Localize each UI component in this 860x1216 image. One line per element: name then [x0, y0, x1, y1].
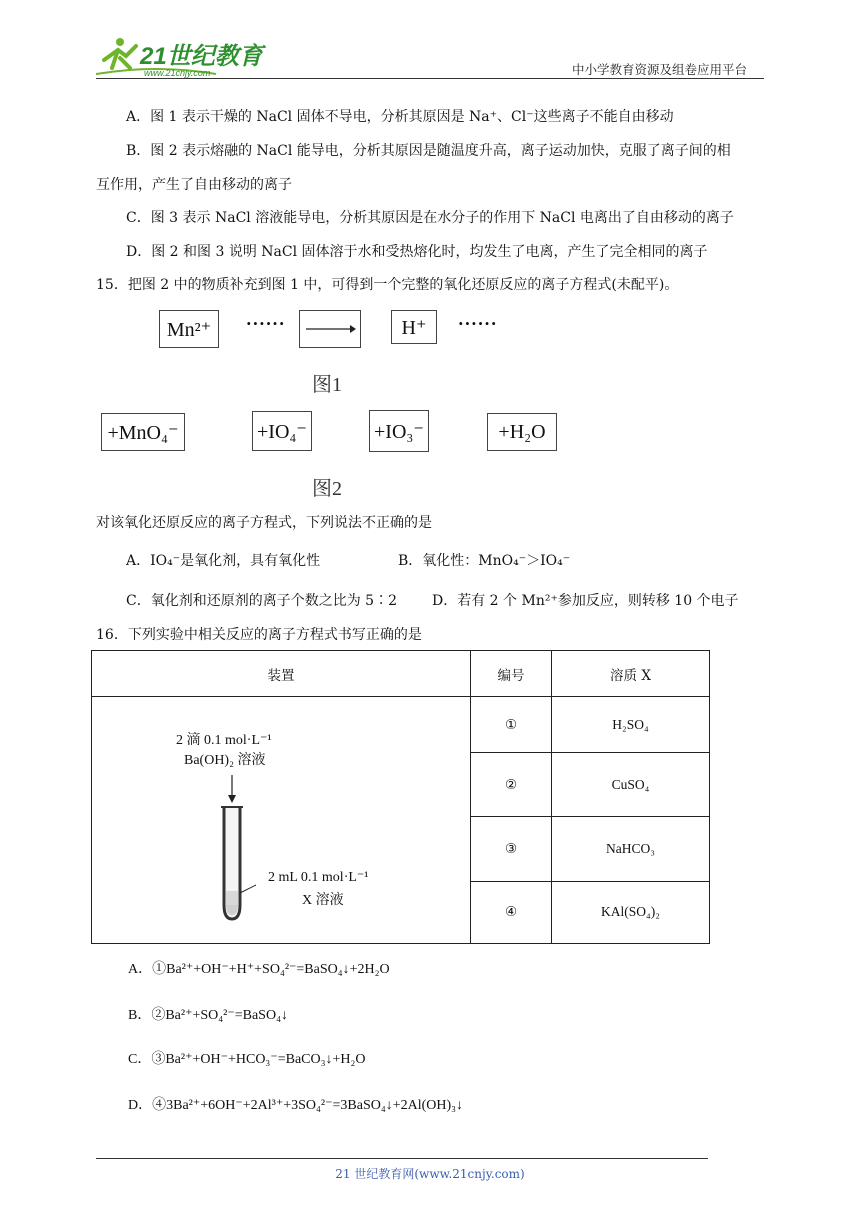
q14-option-b-line2: 互作用，产生了自由移动的离子 — [96, 177, 292, 193]
drop-label-line1: 2 滴 0.1 mol·L⁻¹ — [176, 733, 272, 748]
tube-label-line2: X 溶液 — [302, 893, 344, 908]
q14-option-a: A．图 1 表示干燥的 NaCl 固体不导电，分析其原因是 Na⁺、Cl⁻这些离子不能自由移动 — [126, 109, 674, 125]
fig1-box-h: H⁺ — [391, 310, 437, 344]
q14-option-c: C．图 3 表示 NaCl 溶液能导电，分析其原因是在水分子的作用下 NaCl 电离出了自由移动的离子 — [126, 210, 734, 226]
header-divider — [96, 78, 764, 79]
q16-table — [91, 650, 710, 944]
fig1-dots-2: ······ — [458, 314, 498, 333]
fig1-box-mn: Mn²⁺ — [159, 310, 219, 348]
q14-option-d: D．图 2 和图 3 说明 NaCl 固体溶于水和受热熔化时，均发生了电离，产生了完全相同的离子 — [126, 244, 708, 260]
q16-option-c: C．③Ba²⁺+OH⁻+HCO₃⁻=BaCO₃↓+H₂O — [128, 1052, 366, 1067]
fig1-caption: 图1 — [312, 374, 342, 396]
q14-option-b-line1: B．图 2 表示熔融的 NaCl 能导电，分析其原因是随温度升高，离子运动加快，克服了离子间的相 — [126, 143, 731, 159]
row-2-number: ② — [471, 753, 552, 817]
q16-option-b: B．②Ba²⁺+SO₄²⁻=BaSO₄↓ — [128, 1008, 288, 1023]
logo-url: www.21cnjy.com — [144, 68, 211, 78]
col-header-solute: 溶质 X — [552, 651, 710, 697]
q15-option-b: B．氧化性：MnO₄⁻＞IO₄⁻ — [398, 553, 571, 569]
footer-divider — [96, 1158, 708, 1159]
q15-option-d: D．若有 2 个 Mn²⁺参加反应，则转移 10 个电子 — [432, 593, 739, 609]
row-4-number: ④ — [471, 881, 552, 943]
fig2-box-mno4: +MnO₄⁻ — [101, 413, 185, 451]
q15-option-c: C．氧化剂和还原剂的离子个数之比为 5∶2 — [126, 593, 397, 609]
fig2-box-io4: +IO₄⁻ — [252, 411, 312, 451]
apparatus-cell — [92, 697, 471, 944]
test-tube-icon — [212, 773, 272, 923]
runner-logo-icon — [96, 34, 271, 80]
q15-question: 对该氧化还原反应的离子方程式，下列说法不正确的是 — [96, 515, 432, 531]
logo-text: 21世纪教育 — [140, 43, 263, 70]
fig1-dots-1: ······ — [246, 314, 286, 333]
fig1-box-arrow — [299, 310, 361, 348]
fig2-box-h2o: +H₂O — [487, 413, 557, 451]
q16-option-a: A．①Ba²⁺+OH⁻+H⁺+SO₄²⁻=BaSO₄↓+2H₂O — [128, 962, 390, 977]
row-1-solute: H₂SO₄ — [552, 697, 710, 753]
q15-stem: 15．把图 2 中的物质补充到图 1 中，可得到一个完整的氧化还原反应的离子方程式(未配平)。 — [96, 277, 679, 293]
row-2-solute: CuSO₄ — [552, 753, 710, 817]
row-3-solute: NaHCO₃ — [552, 817, 710, 881]
row-1-number: ① — [471, 697, 552, 753]
tube-label-line1: 2 mL 0.1 mol·L⁻¹ — [268, 870, 369, 885]
footer-link[interactable]: 21 世纪教育网(www.21cnjy.com) — [335, 1167, 525, 1181]
q16-option-d: D．④3Ba²⁺+6OH⁻+2Al³⁺+3SO₄²⁻=3BaSO₄↓+2Al(OH)₃↓ — [128, 1098, 464, 1113]
reaction-arrow-icon — [304, 322, 356, 336]
header-platform-text: 中小学教育资源及组卷应用平台 — [572, 62, 748, 77]
q15-option-a: A．IO₄⁻是氧化剂，具有氧化性 — [126, 553, 321, 569]
site-logo — [96, 34, 271, 80]
row-4-solute: KAl(SO₄)₂ — [552, 881, 710, 943]
drop-label-line2: Ba(OH)₂ 溶液 — [184, 753, 266, 768]
fig2-caption: 图2 — [312, 478, 342, 500]
row-3-number: ③ — [471, 817, 552, 881]
col-header-number: 编号 — [471, 651, 552, 697]
q16-stem: 16．下列实验中相关反应的离子方程式书写正确的是 — [96, 627, 422, 643]
col-header-apparatus: 装置 — [92, 651, 471, 697]
fig2-box-io3: +IO₃⁻ — [369, 410, 429, 452]
